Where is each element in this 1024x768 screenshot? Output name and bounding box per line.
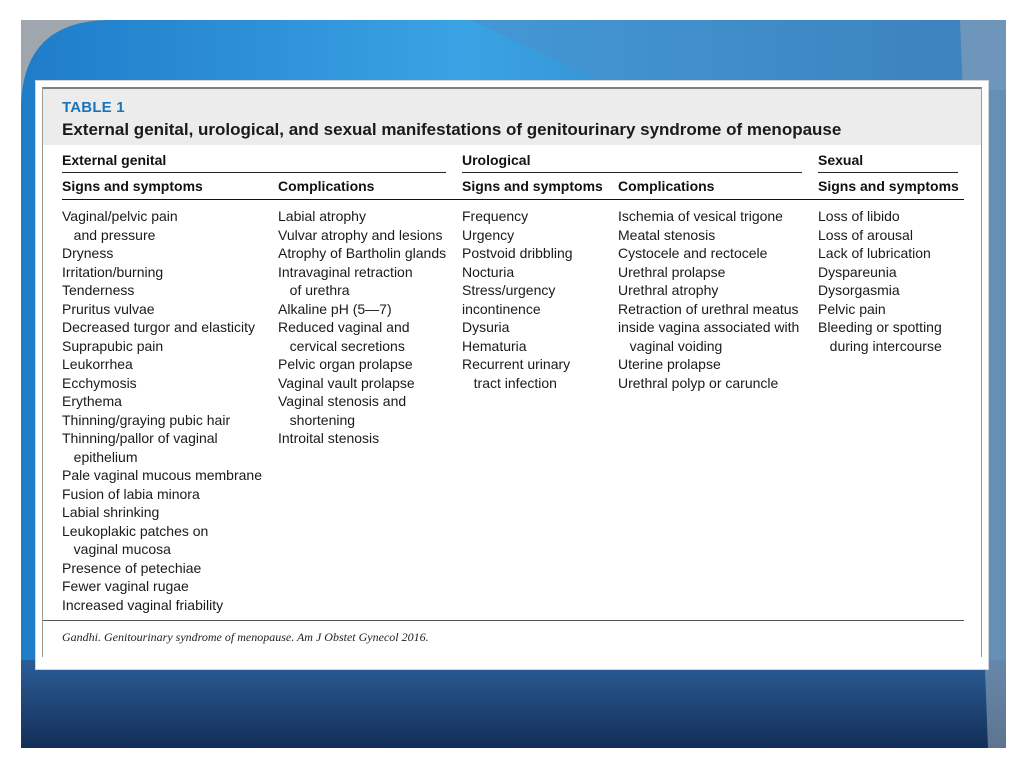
table-cell: Thinning/graying pubic hair [62,411,231,428]
table-cell: Fewer vaginal rugae [62,578,189,594]
table-cell: Postvoid dribbling [462,245,573,261]
table-cell: during intercourse [818,337,942,354]
table-cell: vaginal mucosa [62,541,171,557]
table-cell: epithelium [62,448,138,465]
table-cell: Urgency [462,226,515,243]
col-urological-signs [462,207,573,392]
col-header-genital-complications: Complications [278,178,375,194]
table-cell: Leukoplakic patches on [62,522,209,539]
table-cell: Vulvar atrophy and lesions [278,226,443,243]
group-header-sexual: Sexual [818,152,864,168]
table-cell: Uterine prolapse [618,356,721,372]
table-figure [42,87,982,657]
col-urological-complications [618,207,799,392]
table-cell: Fusion of labia minora [62,485,200,502]
table-cell: Recurrent urinary [462,356,571,372]
table-cell: Dyspareunia [818,263,897,280]
table-cell: Urethral polyp or caruncle [618,374,779,391]
col-header-genital-signs: Signs and symptoms [62,178,203,194]
table-cell: Hematuria [462,337,527,354]
group-rule-urological [462,172,802,173]
table-cell: Retraction of urethral meatus [618,300,799,317]
table-cell: Pelvic pain [818,300,886,317]
table-cell: Dysuria [462,319,510,335]
table-cell: Pruritus vulvae [62,300,155,317]
table-cell: Vaginal stenosis and [278,393,407,409]
table-cell: Increased vaginal friability [62,596,224,613]
table-label: TABLE 1 [62,99,125,116]
table-cell: Erythema [62,393,122,409]
table-cell: Labial shrinking [62,504,160,520]
col-header-sexual-signs: Signs and symptoms [818,178,959,194]
table-cell: Urethral atrophy [618,282,719,298]
table-cell: tract infection [462,374,557,391]
table-bottom-rule [43,620,964,621]
table-cell: Intravaginal retraction [278,263,413,280]
col-header-urological-complications: Complications [618,178,715,194]
table-cell: Pelvic organ prolapse [278,356,413,372]
table-title: External genital, urological, and sexual manifestations of genitourinary syndrome of menopause [62,120,842,139]
group-header-external-genital: External genital [62,152,167,168]
table-cell: Urethral prolapse [618,263,726,280]
col-genital-signs [62,207,262,614]
table-cell: Lack of lubrication [818,245,931,261]
group-header-urological: Urological [462,152,531,168]
table-cell: Pale vaginal mucous membrane [62,467,262,483]
group-rule-external-genital [62,172,446,173]
citation: Gandhi. Genitourinary syndrome of menopause. Am J Obstet Gynecol 2016. [62,630,429,644]
table-cell: Bleeding or spotting [818,319,942,335]
table-cell: Introital stenosis [278,430,380,446]
group-rule-sexual [818,172,958,173]
table-cell: Alkaline pH (5—7) [278,300,392,317]
table-cell: Dryness [62,245,114,261]
table-cell: shortening [278,411,356,428]
table-cell: vaginal voiding [618,337,723,354]
table-cell: Labial atrophy [278,208,366,224]
header-rule [62,199,964,200]
table-cell: Ischemia of vesical trigone [618,208,783,224]
table-cell: Irritation/burning [62,263,164,280]
table-cell: Vaginal vault prolapse [278,374,415,391]
table-cell: and pressure [62,226,156,243]
table-cell: Decreased turgor and elasticity [62,319,255,335]
table-cell: Thinning/pallor of vaginal [62,430,218,446]
table-cell: Cystocele and rectocele [618,245,768,261]
table-cell: Dysorgasmia [818,282,900,298]
col-sexual-signs [818,207,942,355]
table-cell: Suprapubic pain [62,337,164,354]
table-cell: Atrophy of Bartholin glands [278,245,447,261]
table-cell: Ecchymosis [62,374,137,391]
table-cell: cervical secretions [278,337,405,354]
table-cell: incontinence [462,300,541,317]
table-cell: Reduced vaginal and [278,319,410,335]
table-cell: Leukorrhea [62,356,133,372]
table-cell: Meatal stenosis [618,226,716,243]
table-cell: Frequency [462,208,529,224]
table-cell: Nocturia [462,263,515,280]
table-cell: Presence of petechiae [62,559,202,576]
table-cell: inside vagina associated with [618,319,800,335]
col-genital-complications [278,207,446,448]
table-cell: Vaginal/pelvic pain [62,208,178,224]
table-cell: Tenderness [62,282,135,298]
table-cell: Stress/urgency [462,282,556,298]
col-header-urological-signs: Signs and symptoms [462,178,603,194]
table-cell: Loss of arousal [818,226,913,243]
table-cell: Loss of libido [818,208,900,224]
table-cell: of urethra [278,282,350,298]
